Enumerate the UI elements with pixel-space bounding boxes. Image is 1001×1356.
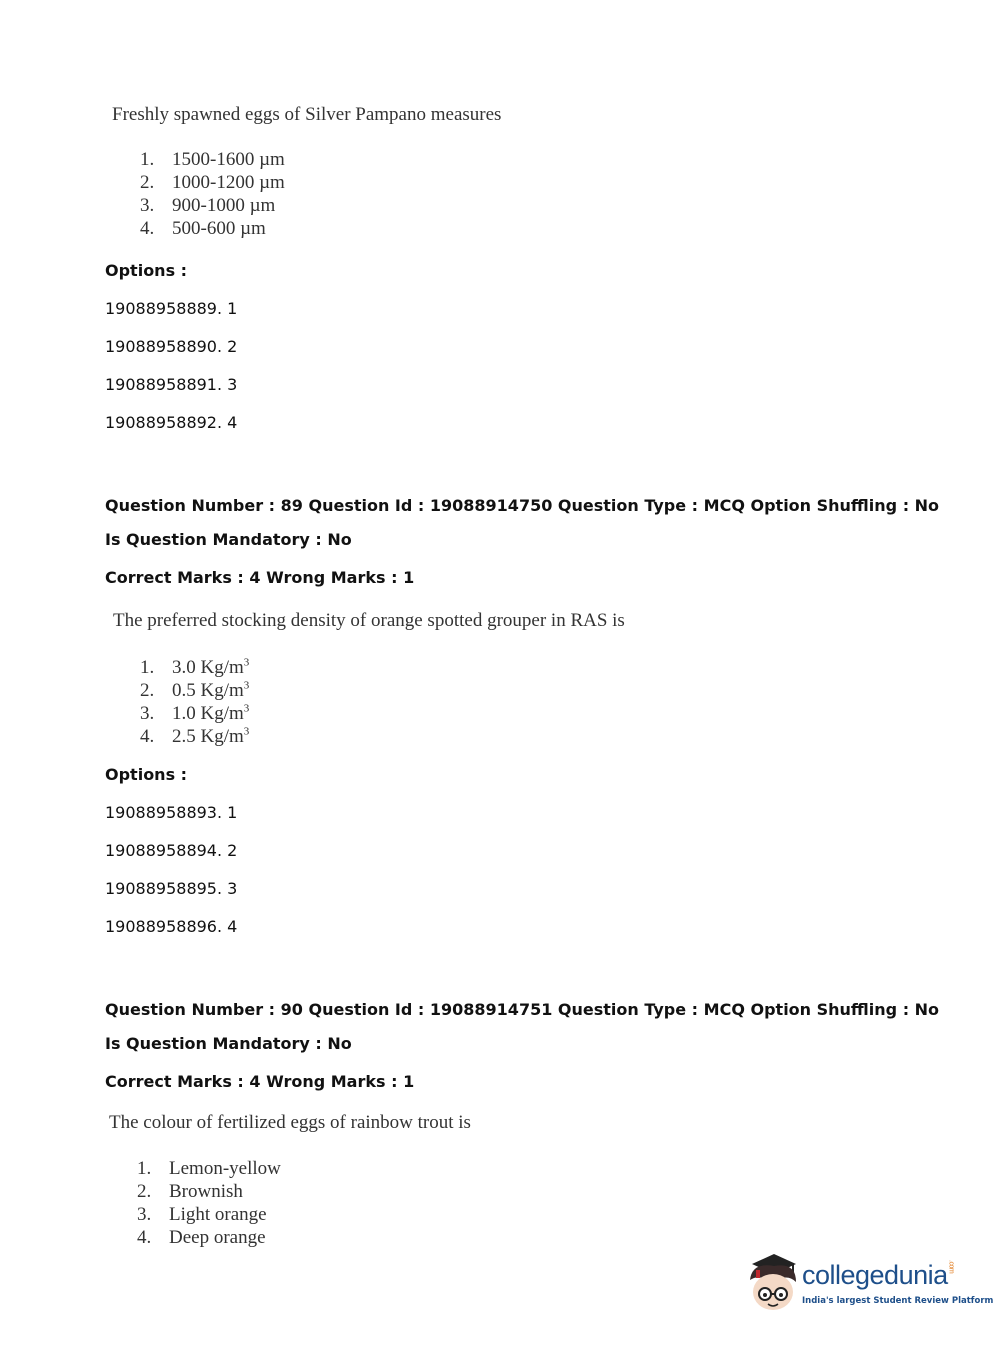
choice-item: 1. 3.0 $Kg/m^3$	[140, 656, 250, 678]
choice-item: 4. 500-600 µm	[140, 218, 266, 239]
option-item: 19088958890. 2	[105, 337, 238, 356]
choice-item: 1. 1500-1600 µm	[140, 149, 285, 170]
student-mascot-icon	[742, 1250, 802, 1320]
choice-item: 1. Lemon-yellow	[137, 1158, 281, 1179]
question-marks: Correct Marks : 4 Wrong Marks : 1	[105, 568, 415, 587]
option-item: 19088958891. 3	[105, 375, 238, 394]
choice-list	[140, 656, 249, 748]
choice-item: 4. Deep orange	[137, 1227, 266, 1248]
question-stem: The preferred stocking density of orange spotted grouper in RAS is	[113, 610, 625, 631]
options-label: Options :	[105, 261, 188, 280]
question-mandatory: Is Question Mandatory : No	[105, 1034, 352, 1053]
question-stem: The colour of fertilized eggs of rainbow trout is	[109, 1112, 471, 1133]
option-item: 19088958889. 1	[105, 299, 238, 318]
question-header: Question Number : 89 Question Id : 19088914750 Question Type : MCQ Option Shuffling : No	[105, 496, 940, 515]
choice-item: 2. 1000-1200 µm	[140, 172, 285, 193]
option-item: 19088958895. 3	[105, 879, 238, 898]
option-item: 19088958896. 4	[105, 917, 238, 936]
option-item: 19088958894. 2	[105, 841, 238, 860]
choice-item: 3. 900-1000 µm	[140, 195, 276, 216]
option-item: 19088958893. 1	[105, 803, 238, 822]
choice-list	[137, 1157, 281, 1249]
options-label: Options :	[105, 765, 188, 784]
collegedunia-logo[interactable]	[742, 1250, 994, 1320]
choice-item: 4. 2.5 $Kg/m^3$	[140, 725, 250, 747]
question-stem: Freshly spawned eggs of Silver Pampano measures	[112, 104, 502, 125]
question-marks: Correct Marks : 4 Wrong Marks : 1	[105, 1072, 415, 1091]
logo-wordmark: collegedunia.com	[802, 1260, 955, 1290]
option-item: 19088958892. 4	[105, 413, 238, 432]
choice-item: 2. 0.5 $Kg/m^3$	[140, 679, 250, 701]
choice-item: 2. Brownish	[137, 1181, 243, 1202]
choice-item: 3. 1.0 $Kg/m^3$	[140, 702, 250, 724]
logo-tagline: India's largest Student Review Platform	[802, 1296, 994, 1306]
question-header: Question Number : 90 Question Id : 19088914751 Question Type : MCQ Option Shuffling : No	[105, 1000, 940, 1019]
choice-item: 3. Light orange	[137, 1204, 267, 1225]
choice-list	[140, 148, 285, 240]
question-mandatory: Is Question Mandatory : No	[105, 530, 352, 549]
